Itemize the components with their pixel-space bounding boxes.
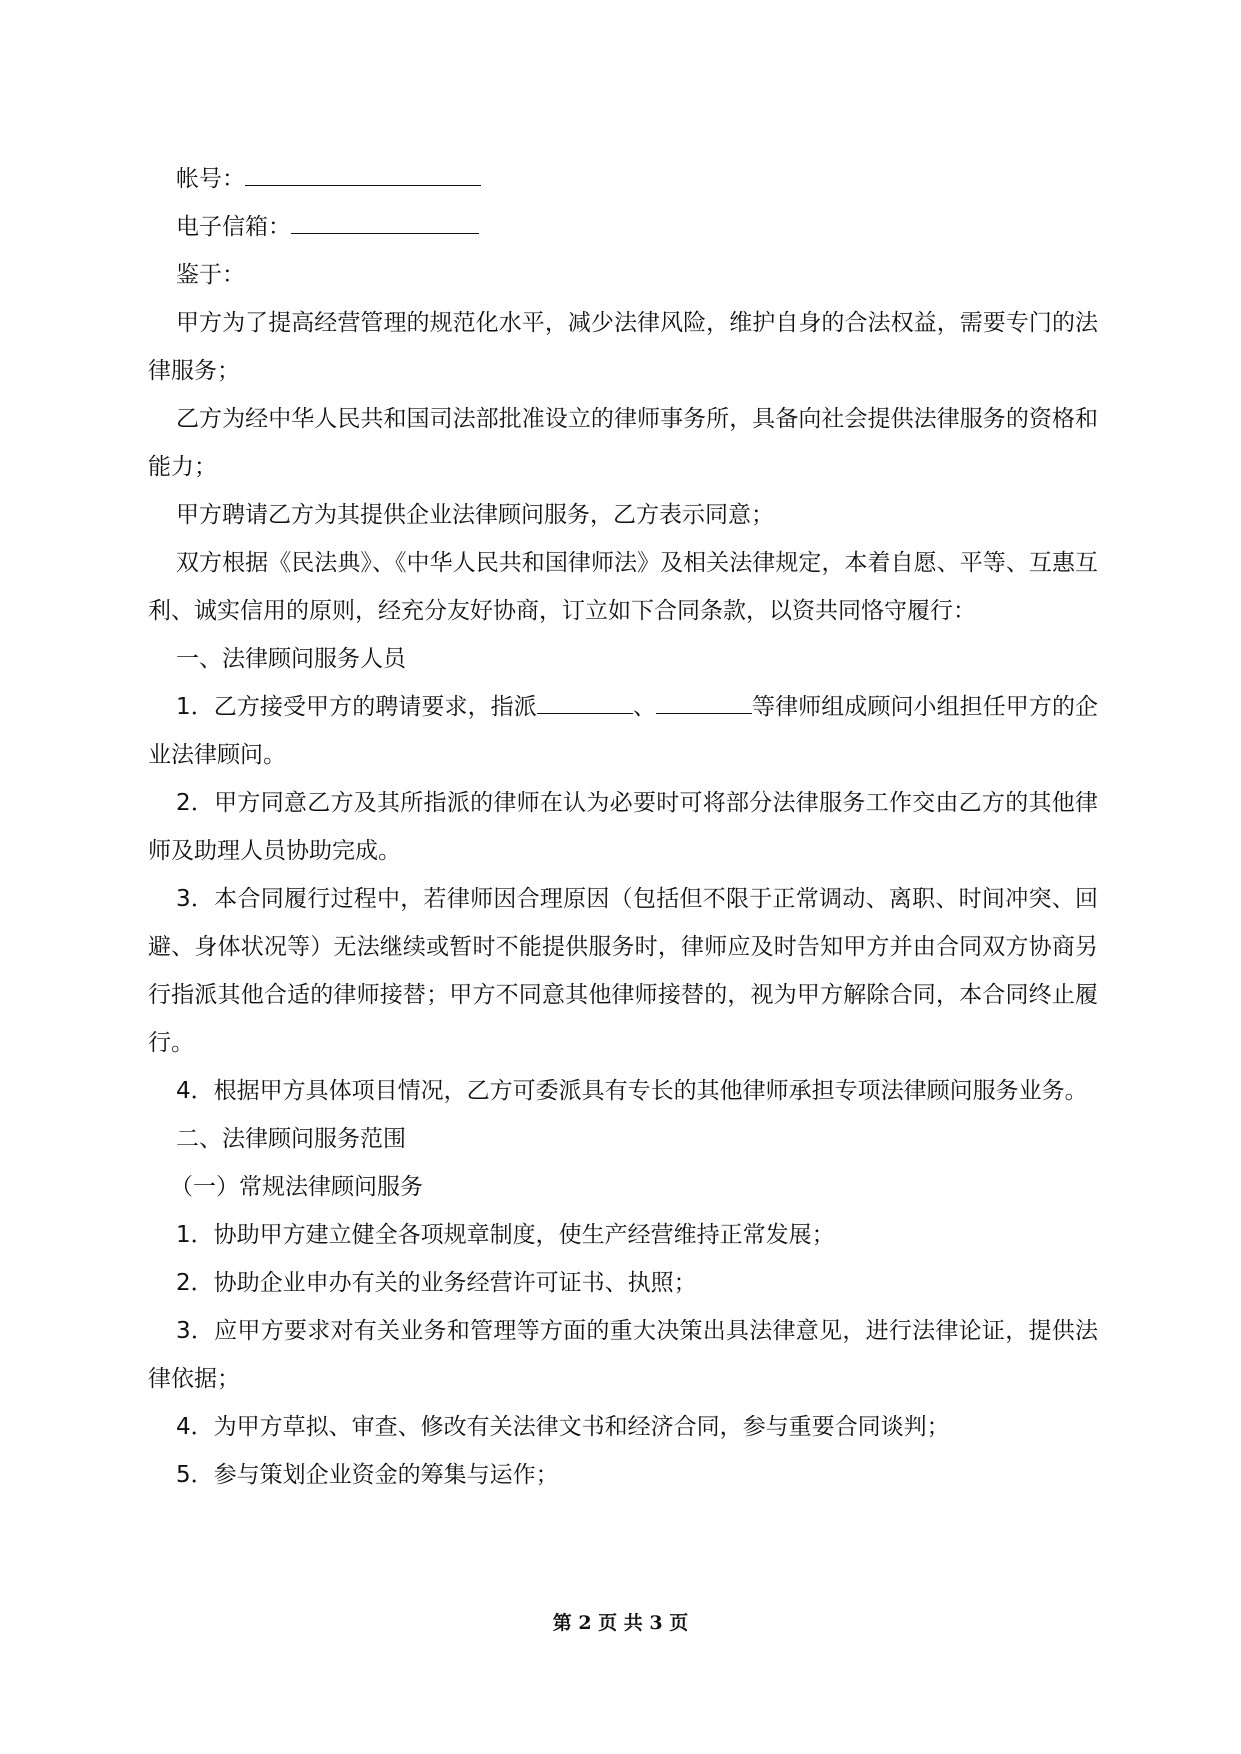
email-field [148,203,1098,251]
item-1-text-pre: 1．乙方接受甲方的聘请要求，指派 [176,694,537,720]
item-1-separator: 、 [632,694,656,720]
email-label: 电子信箱： [176,214,291,240]
whereas-label: 鉴于： [176,262,245,288]
whereas-paragraph-2: 乙方为经中华人民共和国司法部批准设立的律师事务所，具备向社会提供法律服务的资格和能力； [148,406,1098,480]
whereas-paragraph-1: 甲方为了提高经营管理的规范化水平，减少法律风险，维护自身的合法权益，需要专门的法律服务； [148,310,1098,384]
section-1-item-1 [148,683,1098,779]
lawyer-blank-1 [537,687,633,714]
section-2-title: 二、法律顾问服务范围 [176,1126,406,1152]
account-blank [245,159,481,186]
account-label: 帐号： [176,166,245,192]
lawyer-blank-2 [656,687,752,714]
section-2-item-4: 4．为甲方草拟、审查、修改有关法律文书和经济合同，参与重要合同谈判； [176,1414,950,1440]
account-field [148,155,1098,203]
document-body [148,155,1098,1499]
section-1-title: 一、法律顾问服务人员 [176,646,406,672]
section-2-item-3: 3．应甲方要求对有关业务和管理等方面的重大决策出具法律意见，进行法律论证，提供法律依据； [148,1318,1098,1392]
section-1-item-4: 4．根据甲方具体项目情况，乙方可委派具有专长的其他律师承担专项法律顾问服务业务。 [176,1078,1088,1104]
whereas-paragraph-4: 双方根据《民法典》、《中华人民共和国律师法》及相关法律规定，本着自愿、平等、互惠互利、诚实信用的原则，经充分友好协商，订立如下合同条款，以资共同恪守履行： [148,550,1098,624]
section-2-item-2: 2．协助企业申办有关的业务经营许可证书、执照； [176,1270,697,1296]
section-1-item-3: 3．本合同履行过程中，若律师因合理原因（包括但不限于正常调动、离职、时间冲突、回避、身体状况等）无法继续或暂时不能提供服务时，律师应及时告知甲方并由合同双方协商另行指派其他合适的律师接替；甲方不同意其他律师接替的，视为甲方解除合同，本合同终止履行。 [148,886,1098,1056]
page-number-footer: 第 2 页 共 3 页 [552,1612,689,1634]
email-blank [291,207,479,234]
item-1-text-post: 等律师组成顾问小组担任甲方的企业法律顾问。 [148,694,1099,768]
whereas-paragraph-3: 甲方聘请乙方为其提供企业法律顾问服务，乙方表示同意； [176,502,774,528]
section-2-item-1: 1．协助甲方建立健全各项规章制度，使生产经营维持正常发展； [176,1222,835,1248]
section-2-subtitle: （一）常规法律顾问服务 [170,1174,423,1200]
section-2-item-5: 5．参与策划企业资金的筹集与运作； [176,1462,559,1488]
section-1-item-2: 2．甲方同意乙方及其所指派的律师在认为必要时可将部分法律服务工作交由乙方的其他律师及助理人员协助完成。 [148,790,1098,864]
